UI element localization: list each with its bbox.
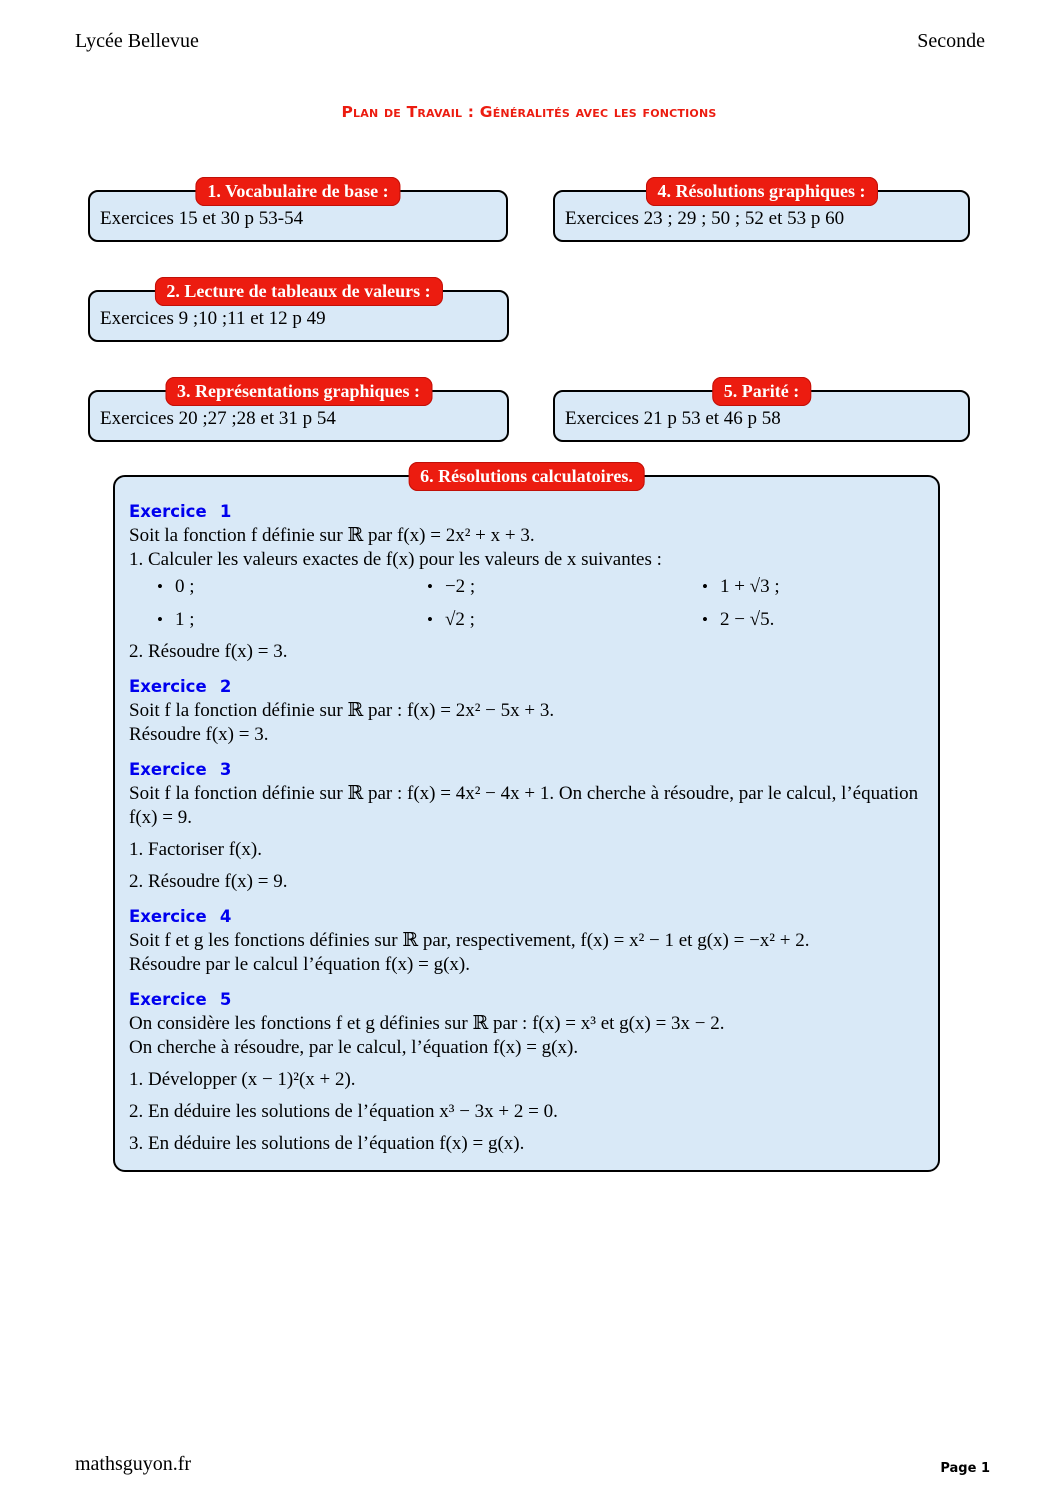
exercise-5-item-2: 2. En déduire les solutions de l’équation x³ − 3x + 2 = 0. [129, 1101, 558, 1122]
list-item-value: 0 ; [174, 576, 195, 597]
workbox-parite [553, 381, 970, 442]
exercise-2-line-1: Soit f la fonction définie sur ℝ par : f(x) = 2x² − 5x + 3. [129, 700, 555, 721]
header-school-name: Lycée Bellevue [75, 30, 199, 52]
exercise-1-item-2: 2. Résoudre f(x) = 3. [129, 641, 288, 662]
workbox-parite-exercises: Exercices 21 p 53 et 46 p 58 [565, 408, 781, 429]
list-item-value: 1 + √3 ; [719, 576, 780, 597]
exercise-1-values-list [157, 575, 922, 632]
workbox-representations-graphiques-badge: 3. Représentations graphiques : [165, 377, 432, 406]
exercise-1-label: Exercice 1 [129, 502, 232, 521]
exercise-2-label: Exercice 2 [129, 677, 232, 696]
list-item [157, 608, 427, 632]
workbox-parite-badge: 5. Parité : [712, 377, 811, 406]
exercise-5-line-1: On considère les fonctions f et g définies sur ℝ par : f(x) = x³ et g(x) = 3x − 2. [129, 1013, 725, 1034]
exercise-4-label: Exercice 4 [129, 907, 232, 926]
list-item [157, 575, 427, 599]
workbox-resolutions-graphiques [553, 181, 970, 242]
bullet-icon: • [157, 577, 163, 596]
exercise-5 [129, 989, 922, 1156]
exercise-5-line-2: On cherche à résoudre, par le calcul, l’équation f(x) = g(x). [129, 1037, 579, 1058]
exercise-3-label: Exercice 3 [129, 760, 232, 779]
list-item [702, 608, 922, 632]
exercise-3-item-2: 2. Résoudre f(x) = 9. [129, 871, 288, 892]
exercise-3-item-1: 1. Factoriser f(x). [129, 839, 262, 860]
workbox-representations-graphiques-exercises: Exercices 20 ;27 ;28 et 31 p 54 [100, 408, 336, 429]
exercise-5-item-3: 3. En déduire les solutions de l’équation f(x) = g(x). [129, 1133, 525, 1154]
exercise-4-line-2: Résoudre par le calcul l’équation f(x) = g(x). [129, 954, 470, 975]
workbox-vocabulaire-exercises: Exercices 15 et 30 p 53-54 [100, 208, 304, 229]
page-title: Plan de Travail : Généralités avec les fonctions [341, 103, 717, 121]
exercise-3-line-1: Soit f la fonction définie sur ℝ par : f(x) = 4x² − 4x + 1. On cherche à résoudre, par le calcul, l’équation f(x) = 9. [129, 783, 919, 828]
footer-page-number: Page 1 [940, 1461, 990, 1476]
exercise-2 [129, 676, 922, 747]
exercise-2-line-2: Résoudre f(x) = 3. [129, 724, 269, 745]
list-item-value: 1 ; [174, 609, 195, 630]
workbox-lecture-tableaux-badge: 2. Lecture de tableaux de valeurs : [154, 277, 442, 306]
bullet-icon: • [157, 610, 163, 629]
exercise-4-line-1: Soit f et g les fonctions définies sur ℝ par, respectivement, f(x) = x² − 1 et g(x) = −x² + 2. [129, 930, 810, 951]
exercise-1-intro: Soit la fonction f définie sur ℝ par f(x) = 2x² + x + 3. [129, 525, 535, 546]
workbox-lecture-tableaux-exercises: Exercices 9 ;10 ;11 et 12 p 49 [100, 308, 326, 329]
exercise-1-item-1: 1. Calculer les valeurs exactes de f(x) pour les valeurs de x suivantes : [129, 549, 662, 570]
exercise-1 [129, 501, 922, 664]
bullet-icon: • [702, 577, 708, 596]
list-item [702, 575, 922, 599]
workbox-resolutions-graphiques-exercises: Exercices 23 ; 29 ; 50 ; 52 et 53 p 60 [565, 208, 845, 229]
footer-site-name: mathsguyon.fr [75, 1453, 192, 1475]
workbox-vocabulaire [88, 181, 508, 242]
list-item [427, 575, 702, 599]
bullet-icon: • [427, 577, 433, 596]
bullet-icon: • [702, 610, 708, 629]
exercise-5-item-1: 1. Développer (x − 1)²(x + 2). [129, 1069, 356, 1090]
list-item-value: −2 ; [444, 576, 476, 597]
workbox-vocabulaire-badge: 1. Vocabulaire de base : [195, 177, 400, 206]
exercise-3 [129, 759, 922, 894]
workbox-lecture-tableaux [88, 281, 509, 342]
exercise-4 [129, 906, 922, 977]
mainbox-resolutions-calculatoires [113, 466, 940, 1172]
mainbox-resolutions-calculatoires-badge: 6. Résolutions calculatoires. [408, 462, 645, 491]
exercise-5-label: Exercice 5 [129, 990, 232, 1009]
list-item-value: √2 ; [444, 609, 475, 630]
list-item [427, 608, 702, 632]
workbox-representations-graphiques [88, 381, 509, 442]
bullet-icon: • [427, 610, 433, 629]
workbox-resolutions-graphiques-badge: 4. Résolutions graphiques : [645, 177, 877, 206]
list-item-value: 2 − √5. [719, 609, 775, 630]
header-grade-level: Seconde [917, 30, 985, 52]
